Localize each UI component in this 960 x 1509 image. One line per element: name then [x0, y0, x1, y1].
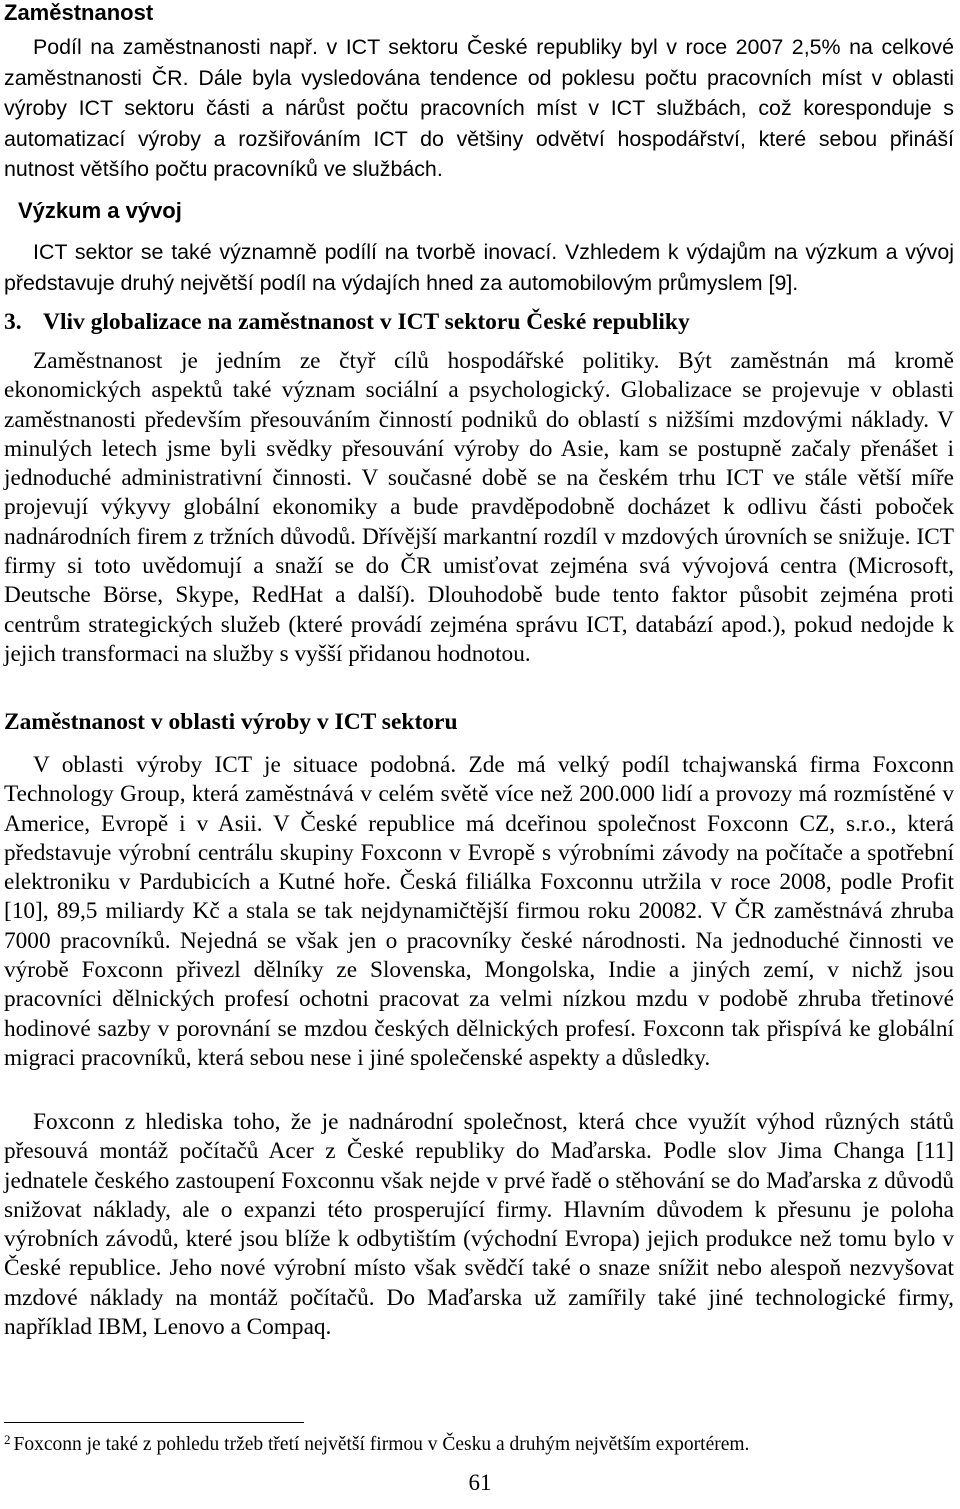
footnote-separator [4, 1422, 304, 1423]
section-heading-vyroba: Zaměstnanost v oblasti výroby v ICT sektoru [4, 709, 458, 735]
paragraph-zamestnanost: Podíl na zaměstnanosti např. v ICT sektoru České republiky byl v roce 2007 2,5% na celkové zaměstnanosti ČR. Dále byla vysledována tendence od poklesu počtu pracovních míst v oblasti výroby ICT sektoru části a nárůst počtu pracovních míst v ICT službách, což koresponduje s automatizací výroby a rozšiřováním ICT do většiny odvětví hospodářství, které sebou přináší nutnost většího počtu pracovníků ve službách. [4, 35, 954, 181]
section-heading-vyzkum: Výzkum a vývoj [18, 198, 182, 223]
section-heading-zamestnanost: Zaměstnanost [4, 0, 154, 25]
chapter-title: Vliv globalizace na zaměstnanost v ICT sektoru České republiky [43, 309, 690, 335]
footnote [4, 1432, 749, 1456]
page-number: 61 [468, 1470, 492, 1495]
paragraph-chapter3: Zaměstnanost je jedním ze čtyř cílů hospodářské politiky. Být zaměstnán má kromě ekonomických aspektů také význam sociální a psychologický. Globalizace se projevuje v oblasti zaměstnanosti především přesouváním činností podniků do oblastí s nižšími mzdovými náklady. V minulých letech jsme byli svědky přesouvání výroby do Asie, kam se postupně začaly přenášet i jednoduché administrativní činnosti. V současné době se na českém trhu ICT ve stále větší míře projevují výkyvy globální ekonomiky a bude pravděpodobně docházet k odlivu části poboček nadnárodních firem z tržních důvodů. Dřívější markantní rozdíl v mzdových úrovních se snižuje. ICT firmy si toto uvědomují a snaží se do ČR umisťovat zejména svá vývojová centra (Microsoft, Deutsche Börse, Skype, RedHat a další). Dlouhodobě bude tento faktor působit zejména proti centrům strategických služeb (které provádí zejména správu ICT, databází apod.), pokud nedojde k jejich transformaci na služby s vyšší přidanou hodnotou. [4, 348, 954, 667]
footnote-marker: 2 [4, 1432, 11, 1447]
chapter-number: 3. [4, 309, 22, 335]
paragraph-vyzkum: ICT sektor se také významně podílí na tvorbě inovací. Vzhledem k výdajům na výzkum a vývoj představuje druhý největší podíl na výdajích hned za automobilovým průmyslem [9]. [4, 240, 954, 295]
paragraph-vyroba-1: V oblasti výroby ICT je situace podobná. Zde má velký podíl tchajwanská firma Foxconn Technology Group, která zaměstnává v celém světě více než 200.000 lidí a provozy má rozmístěné v Americe, Evropě i v Asii. V České republice má dceřinou společnost Foxconn CZ, s.r.o., která představuje výrobní centrálu skupiny Foxconn v Evropě s výrobními závody na počítače a spotřební elektroniku v Pardubicích a Kutné hoře. Česká filiálka Foxconnu utržila v roce 2008, podle Profit [10], 89,5 miliardy Kč a stala se tak nejdynamičtější firmou roku 20082. V ČR zaměstnává zhruba 7000 pracovníků. Nejedná se však jen o pracovníky české národnosti. Na jednoduché činnosti ve výrobě Foxconn přivezl dělníky ze Slovenska, Mongolska, Indie a jiných zemí, v nichž jsou pracovníci dělnických profesí ochotni pracovat za velmi nízkou mzdu v podobě zhruba třetinové hodinové sazby v porovnání se mzdou českých dělnických profesí. Foxconn tak přispívá ke globální migraci pracovníků, která sebou nese i jiné společenské aspekty a důsledky. [4, 752, 954, 1071]
footnote-text: Foxconn je také z pohledu tržeb třetí největší firmou v Česku a druhým největším exportérem. [13, 1434, 750, 1455]
paragraph-vyroba-2: Foxconn z hlediska toho, že je nadnárodní společnost, která chce využít výhod různých států přesouvá montáž počítačů Acer z České republiky do Maďarska. Podle slov Jima Changa [11] jednatele českého zastoupení Foxconnu však nejde v prvé řadě o stěhování se do Maďarska z důvodů snižovat náklady, ale o expanzi této prosperující firmy. Hlavním důvodem k přesunu je poloha výrobních závodů, které jsou blíže k odbytištím (východní Evropa) jejich produkce než tomu bylo v České republice. Jeho nové výrobní místo však svědčí také o snaze snížit nebo alespoň nezvyšovat mzdové náklady na montáž počítačů. Do Maďarska už zamířily také jiné technologické firmy, například IBM, Lenovo a Compaq. [4, 1109, 954, 1341]
